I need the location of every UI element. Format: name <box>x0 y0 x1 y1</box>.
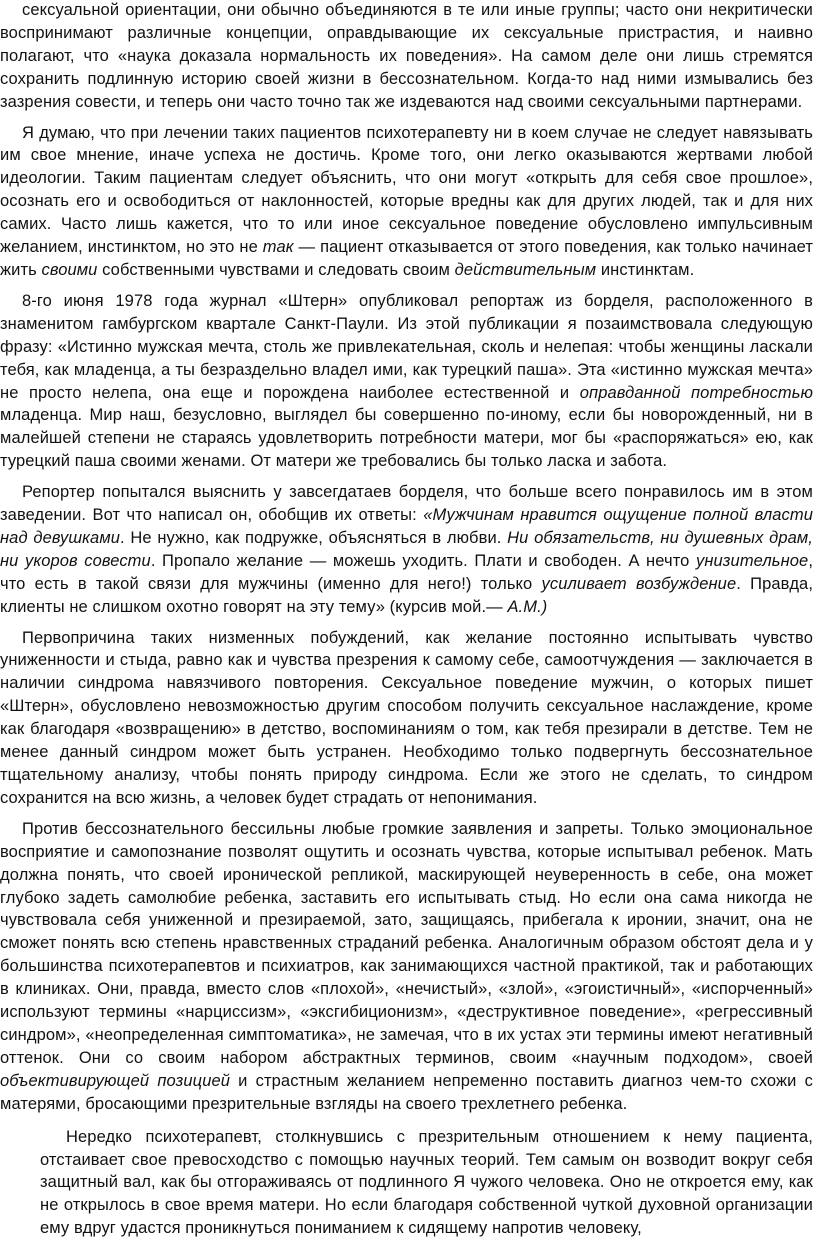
paragraph <box>0 0 813 114</box>
paragraph <box>0 481 813 618</box>
text-run: Первопричина таких низменных побуждений, как желание постоянно испытывать чувство униженности и стыда, равно как и чувства презрения к самому себе, самоотчуждения — заключается в наличии синдрома навязчивого повторения. Сексуальное поведение мужчин, о которых пишет «Штерн», обусловлено невозможностью другим способом получить сексуальное наслаждение, кроме как благодаря «возвращению» в детство, воспоминаниям о том, как тебя презирали в детстве. Тем не менее данный синдром может быть устранен. Необходимо только подвергнуть бессознательное тщательному анализу, чтобы понять природу синдрома. Если же этого не сделать, то синдром сохранится на всю жизнь, а человек будет страдать от непонимания. <box>0 628 813 807</box>
text-run: собственными чувствами и следовать своим <box>97 260 455 279</box>
italic-run: так <box>262 238 294 257</box>
text-run: Нередко психотерапевт, столкнувшись с презрительным отношением к нему пациента, отстаивает свое превосходство с помощью научных теорий. Тем самым он возводит вокруг себя защитный вал, как бы отгораживаясь от подлинного Я чужого человека. Оно не откроется ему, как не открылось в свое время матери. Но если благодаря собственной чуткой духовной организации ему вдруг удастся проникнуться пониманием к сидящему напротив человеку, <box>40 1127 813 1238</box>
text-run: , что есть в такой связи для мужчины (именно для него!) только <box>0 551 813 593</box>
italic-run: «Мужчинам нравится ощущение полной власти над девушками <box>0 506 813 547</box>
text-run: младенца. Мир наш, безусловно, выглядел бы совершенно по-иному, если бы новорожденный, ни в малейшей степени не стараясь удовлетворить потребности матери, мог бы «распоряжаться» ею, как турецкий паша своими женами. От матери же требовались бы только ласка и забота. <box>0 406 813 471</box>
italic-run: усиливает возбуждение <box>541 574 737 593</box>
text-run: Против бессознательного бессильны любые громкие заявления и запреты. Только эмоциональное восприятие и самопознание позволят ощутить и осознать чувства, которые испытывал ребенок. Мать должна понять, что своей иронической репликой, маскирующей неуверенность в себе, она может глубоко задеть самолюбие ребенка, заставить его испытывать стыд. Но если она сама никогда не чувствовала себя униженной и презираемой, зато, защищаясь, прибегала к иронии, значит, она не сможет понять всю степень нравственных страданий ребенка. Аналогичным образом обстоят дела и у большинства психотерапевтов и психиатров, как занимающихся частной практикой, так и работающих в клиниках. Они, правда, вместо слов «плохой», «нечистый», «злой», «эгоистичный», «испорченный» используют термины «нарциссизм», «эксгибиционизм», «деструктивное поведение», «регрессивный синдром», «неопределенная симптоматика», не замечая, что в их устах эти термины имеют негативный оттенок. Они со своим набором абстрактных терминов, своим «научным подходом», своей <box>0 819 813 1067</box>
italic-run: оправданной потребностью <box>579 383 813 402</box>
paragraph <box>40 1126 813 1240</box>
text-run: Репортер попытался выяснить у завсегдатаев борделя, что больше всего понравилось им в этом заведении. Вот что написал он, обобщив их ответы: <box>0 483 813 525</box>
italic-run: унизительное <box>695 551 809 570</box>
text-run: и страстным желанием непременно поставить диагноз чем-то схожи с матерями, бросающими презрительные взгляды на своего трехлетнего ребенка. <box>0 1071 813 1113</box>
text-run: инстинктам. <box>596 260 695 279</box>
paragraph <box>0 818 813 1116</box>
italic-run: своими <box>41 260 98 279</box>
text-run: сексуальной ориентации, они обычно объединяются в те или иные группы; часто они некритически воспринимают различные концепции, оправдывающие их сексуальные пристрастия, и наивно полагают, что «наука доказала нормальность их поведения». На самом деле они лишь стремятся сохранить подлинную историю своей жизни в бессознательном. Когда-то над ними измывались без зазрения совести, и теперь они часто точно так же издеваются над своими сексуальными партнерами. <box>0 1 813 111</box>
paragraph <box>0 627 813 810</box>
italic-run: объективирующей позицией <box>0 1071 231 1090</box>
paragraph <box>0 122 813 282</box>
italic-run: А.М.) <box>507 597 548 616</box>
text-run: . Пропало желание — можешь уходить. Плати и свободен. А нечто <box>150 551 696 570</box>
text-run: . Правда, клиенты не слишком охотно говорят на эту тему» (курсив мой.— <box>0 574 814 616</box>
italic-run: Ни обязательств, ни душевных драм, ни укоров совести <box>0 528 813 570</box>
paragraph <box>0 290 813 473</box>
text-run: 8-го июня 1978 года журнал «Штерн» опубликовал репортаж из борделя, расположенного в знаменитом гамбургском квартале Санкт-Паули. Из этой публикации я позаимствовала следующую фразу: «Истинно мужская мечта, столь же привлекательная, сколь и нелепая: чтобы женщины ласкали тебя, как младенца, а ты безраздельно владел ими, как турецкий паша». Эта «истинно мужская мечта» не просто нелепа, она еще и порождена наиболее естественной и <box>0 291 813 402</box>
text-run: Я думаю, что при лечении таких пациентов психотерапевту ни в коем случае не следует навязывать им свое мнение, иначе успеха не достичь. Кроме того, они легко оказываются жертвами любой идеологии. Таким пациентам следует объяснить, что они могут «открыть для себя свое прошлое», осознать его и освободиться от наклонностей, которые вредны как для других людей, так и для них самих. Часто лишь кажется, что то или иное сексуальное поведение обусловлено импульсивным желанием, инстинктом, но это не <box>0 123 813 257</box>
text-run: — пациент отказывается от этого поведения, как только начинает жить <box>0 238 813 279</box>
italic-run: действительным <box>454 260 597 279</box>
text-run: . Не нужно, как подружке, объясняться в любви. <box>120 528 508 547</box>
